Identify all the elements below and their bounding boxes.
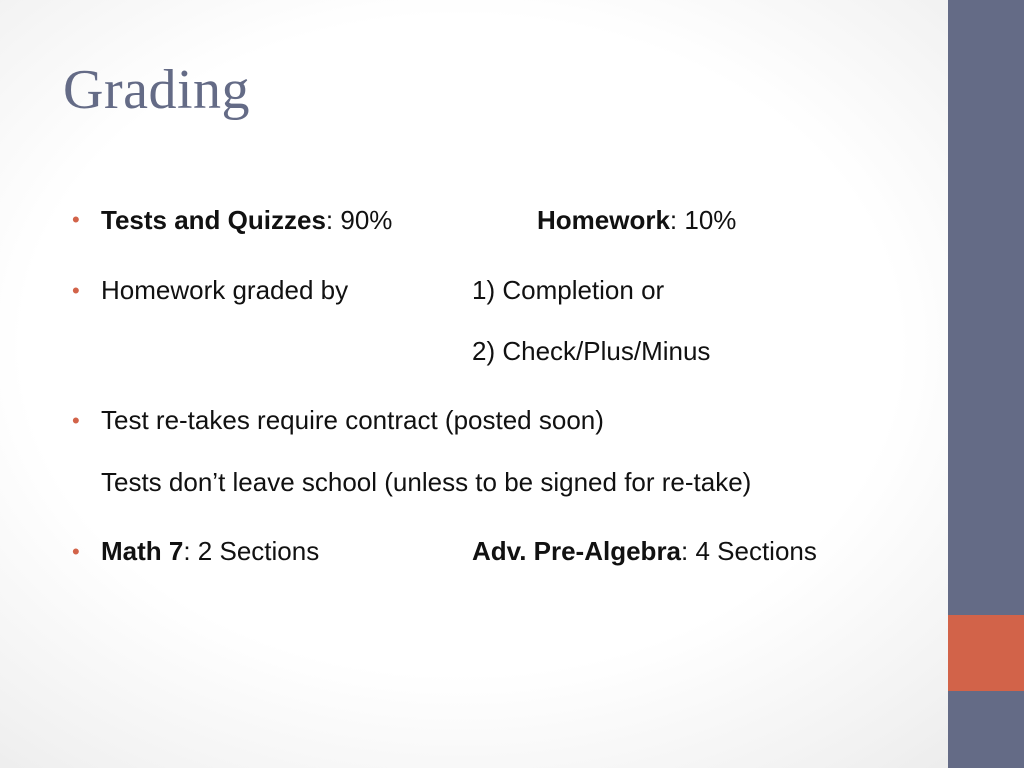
bullet-3-line-1: Test re-takes require contract (posted soon)	[101, 405, 604, 435]
bullet-4-left-bold: Math 7	[101, 536, 184, 566]
bullet-1-left-bold: Tests and Quizzes	[101, 205, 326, 235]
bullet-2-right-line-1: 1) Completion or	[472, 275, 665, 305]
bullet-4-left	[101, 538, 319, 564]
bullet-1-right-bold: Homework	[537, 205, 670, 235]
bullet-4-right-bold: Adv. Pre-Algebra	[472, 536, 682, 566]
bullet-2-right-line-2: 2) Check/Plus/Minus	[472, 336, 711, 366]
bullet-marker: •	[72, 539, 80, 564]
bullet-marker: •	[72, 278, 80, 303]
slide-title: Grading	[63, 59, 251, 121]
bullet-1-left	[101, 207, 392, 233]
bullet-marker: •	[72, 207, 80, 232]
bullet-1-right-rest: : 10%	[669, 205, 737, 235]
bullet-4-right	[472, 538, 817, 564]
bullet-1-left-rest: : 90%	[325, 205, 393, 235]
bullet-4-right-rest: : 4 Sections	[681, 536, 817, 566]
bullet-marker: •	[72, 408, 80, 433]
bullet-1-right	[537, 207, 736, 233]
bullet-3-line-2: Tests don’t leave school (unless to be signed for re-take)	[101, 467, 752, 497]
bullet-2-left: Homework graded by	[101, 275, 349, 305]
bullet-4-left-rest: : 2 Sections	[183, 536, 320, 566]
sidebar-accent-block	[948, 615, 1024, 691]
